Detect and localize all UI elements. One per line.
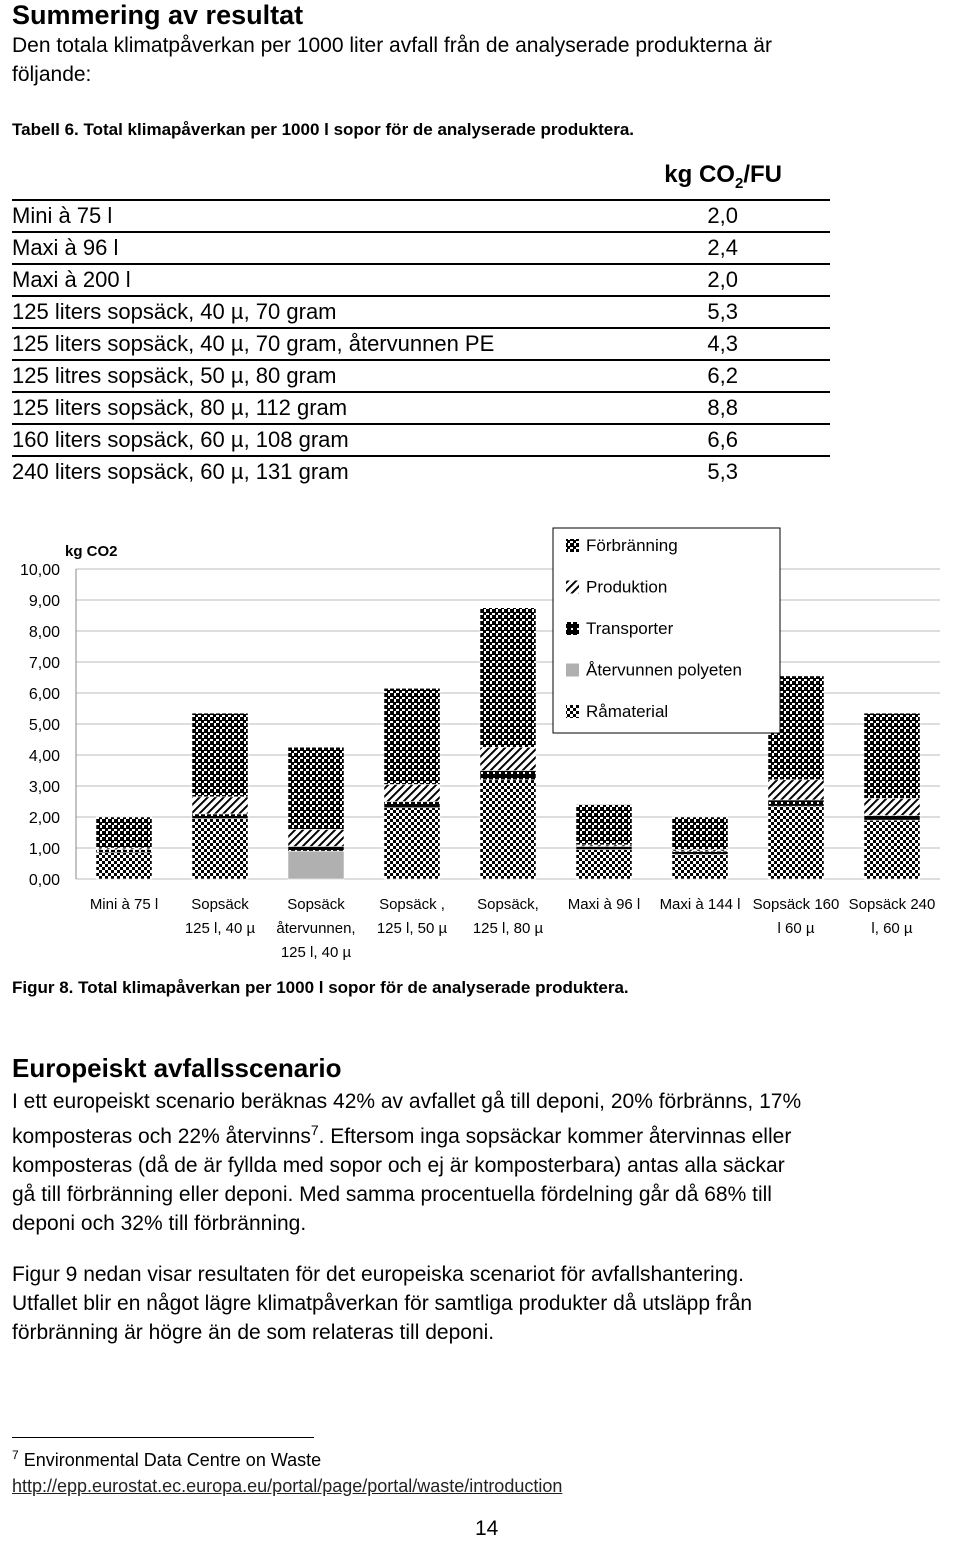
section-title: Europeiskt avfallsscenario	[12, 1053, 342, 1083]
table-row-label: Maxi à 96 l	[12, 232, 621, 264]
table-row	[12, 360, 830, 392]
results-table-body	[12, 200, 830, 487]
y-tick-label: 2,00	[28, 810, 60, 827]
bar-segment	[96, 817, 152, 848]
bar-segment	[384, 802, 440, 808]
bar-segment	[864, 815, 920, 820]
bar-segment	[192, 797, 248, 814]
figure-caption: Figur 8. Total klimapåverkan per 1000 l sopor för de analyserade produktera.	[12, 978, 629, 997]
bar-segment	[288, 829, 344, 846]
legend-label: Återvunnen polyeten	[586, 660, 742, 680]
table-row-value: 2,0	[621, 264, 830, 296]
footnote-divider	[12, 1437, 314, 1438]
table-row-value: 2,0	[621, 200, 830, 232]
bar-segment	[288, 846, 344, 851]
paragraph-1: I ett europeiskt scenario beräknas 42% av avfallet gå till deponi, 20% förbränns, 17% komposteras och 22% återvinns$^7$. Eftersom inga sopsäckar kommer återvinnas eller komposteras (då de är fyllda med sopor och ej är komposterbara) antas alla säckar gå till förbränning eller deponi. Med samma procentuella fördelning går då 68% till deponi och 32% till förbränning.	[12, 1090, 802, 1235]
x-tick-label: Maxi à 96 l	[567, 896, 641, 913]
x-tick-label: l 60 µ	[777, 920, 815, 937]
legend-swatch	[566, 622, 579, 635]
table-row-label: Mini à 75 l	[12, 200, 621, 232]
y-tick-label: 10,00	[19, 562, 60, 579]
x-tick-label: 125 l, 40 µ	[280, 944, 352, 961]
table-row-value: 5,3	[621, 296, 830, 328]
bar-segment	[768, 800, 824, 806]
bar-segment	[96, 850, 152, 853]
legend-label: Transporter	[586, 619, 674, 638]
table-row	[12, 232, 830, 264]
chart-y-axis	[20, 562, 76, 889]
chart-y-label: kg CO2	[65, 543, 118, 560]
bar-segment	[288, 747, 344, 829]
results-table-header	[12, 160, 830, 200]
page-title: Summering av resultat	[12, 0, 304, 30]
y-tick-label: 7,00	[28, 655, 60, 672]
table-row-label: Maxi à 200 l	[12, 264, 621, 296]
table-row-label: 125 liters sopsäck, 80 µ, 112 gram	[12, 392, 621, 424]
bar-segment	[576, 805, 632, 845]
footnote: $^7$ Environmental Data Centre on Waste	[12, 1448, 322, 1470]
y-tick-label: 1,00	[28, 841, 60, 858]
x-tick-label: Sopsäck,	[477, 896, 539, 913]
y-tick-label: 6,00	[28, 686, 60, 703]
bar-segment	[480, 780, 536, 879]
bar-segment	[576, 850, 632, 879]
table-row-value: 6,2	[621, 360, 830, 392]
unit-header: kg $CO_2/FU$	[621, 160, 830, 200]
table-row-label: 125 litres sopsäck, 50 µ, 80 gram	[12, 360, 621, 392]
legend-swatch	[566, 705, 579, 718]
table-row	[12, 296, 830, 328]
table-row-label: 160 liters sopsäck, 60 µ, 108 gram	[12, 424, 621, 456]
footnote-link[interactable]: http://epp.eurostat.ec.europa.eu/portal/page/portal/waste/introduction	[12, 1476, 563, 1496]
intro-line-2: följande:	[12, 63, 92, 86]
intro-line-1: Den totala klimatpåverkan per 1000 liter avfall från de analyserade produkterna är	[12, 34, 772, 57]
bar-segment	[384, 808, 440, 879]
y-tick-label: 9,00	[28, 593, 60, 610]
x-tick-label: Sopsäck	[287, 896, 345, 913]
legend-swatch	[566, 664, 579, 677]
bar-segment	[864, 713, 920, 798]
x-tick-label: Sopsäck 240	[848, 896, 936, 913]
bar-segment	[864, 798, 920, 815]
table-row	[12, 424, 830, 456]
x-tick-label: Sopsäck ,	[379, 896, 445, 913]
chart-x-labels	[90, 896, 936, 961]
y-tick-label: 5,00	[28, 717, 60, 734]
bar-segment	[768, 780, 824, 800]
table-row-value: 8,8	[621, 392, 830, 424]
table-row-label: 240 liters sopsäck, 60 µ, 131 gram	[12, 458, 349, 484]
y-tick-label: 8,00	[28, 624, 60, 641]
bar-segment	[480, 747, 536, 770]
bar-segment	[672, 817, 728, 850]
table-row-value: 6,6	[621, 424, 830, 456]
table-row	[12, 392, 830, 424]
legend-label: Förbränning	[586, 536, 678, 555]
table-row-value: 2,4	[621, 232, 830, 264]
x-tick-label: Sopsäck	[191, 896, 249, 913]
table-row-label: 125 liters sopsäck, 40 µ, 70 gram, återvunnen PE	[12, 328, 621, 360]
bar-segment	[192, 814, 248, 819]
bar-segment	[288, 851, 344, 879]
y-tick-label: 4,00	[28, 748, 60, 765]
x-tick-label: Mini à 75 l	[89, 896, 159, 913]
chart-bars	[96, 608, 920, 879]
table-row-label: 125 liters sopsäck, 40 µ, 70 gram	[12, 296, 621, 328]
bar-segment	[672, 851, 728, 854]
x-tick-label: 125 l, 40 µ	[184, 920, 256, 937]
legend-label: Råmaterial	[586, 702, 669, 721]
table-row	[12, 456, 830, 487]
bar-segment	[192, 819, 248, 879]
table-row	[12, 328, 830, 360]
legend-label: Produktion	[586, 577, 668, 597]
bar-segment	[576, 846, 632, 849]
page-number: 14	[475, 1517, 499, 1540]
bar-segment	[480, 608, 536, 748]
results-table	[12, 160, 830, 487]
bar-segment	[192, 713, 248, 797]
x-tick-label: Maxi à 144 l	[659, 896, 741, 913]
x-tick-label: återvunnen,	[276, 920, 356, 937]
stacked-bar-chart	[0, 525, 960, 965]
paragraph-2: Figur 9 nedan visar resultaten för det europeiska scenariot för avfallshantering. Utfallet blir en något lägre klimatpåverkan för samtliga produkter då utsläpp från förbränning är högre än de som relateras till deponi.	[12, 1263, 753, 1344]
footnote-ref[interactable]: 7	[310, 1122, 319, 1138]
chart-legend	[553, 528, 780, 733]
y-tick-label: 0,00	[28, 872, 60, 889]
legend-swatch	[566, 581, 579, 594]
table-caption: Tabell 6. Total klimapåverkan per 1000 l sopor för de analyserade produktera.	[12, 120, 634, 139]
x-tick-label: 125 l, 50 µ	[376, 920, 448, 937]
bar-segment	[672, 854, 728, 879]
y-tick-label: 3,00	[28, 779, 60, 796]
table-row	[12, 200, 830, 232]
table-row-value: 4,3	[621, 328, 830, 360]
table-row	[12, 264, 830, 296]
x-tick-label: Sopsäck 160	[752, 896, 840, 913]
x-tick-label: l, 60 µ	[871, 920, 913, 937]
legend-swatch	[566, 539, 579, 552]
bar-segment	[384, 784, 440, 801]
bar-segment	[96, 853, 152, 879]
table-row-value: 5,3	[707, 458, 738, 484]
bar-segment	[384, 688, 440, 784]
bar-segment	[768, 806, 824, 879]
x-tick-label: 125 l, 80 µ	[472, 920, 544, 937]
bar-segment	[864, 820, 920, 879]
bar-segment	[480, 771, 536, 780]
